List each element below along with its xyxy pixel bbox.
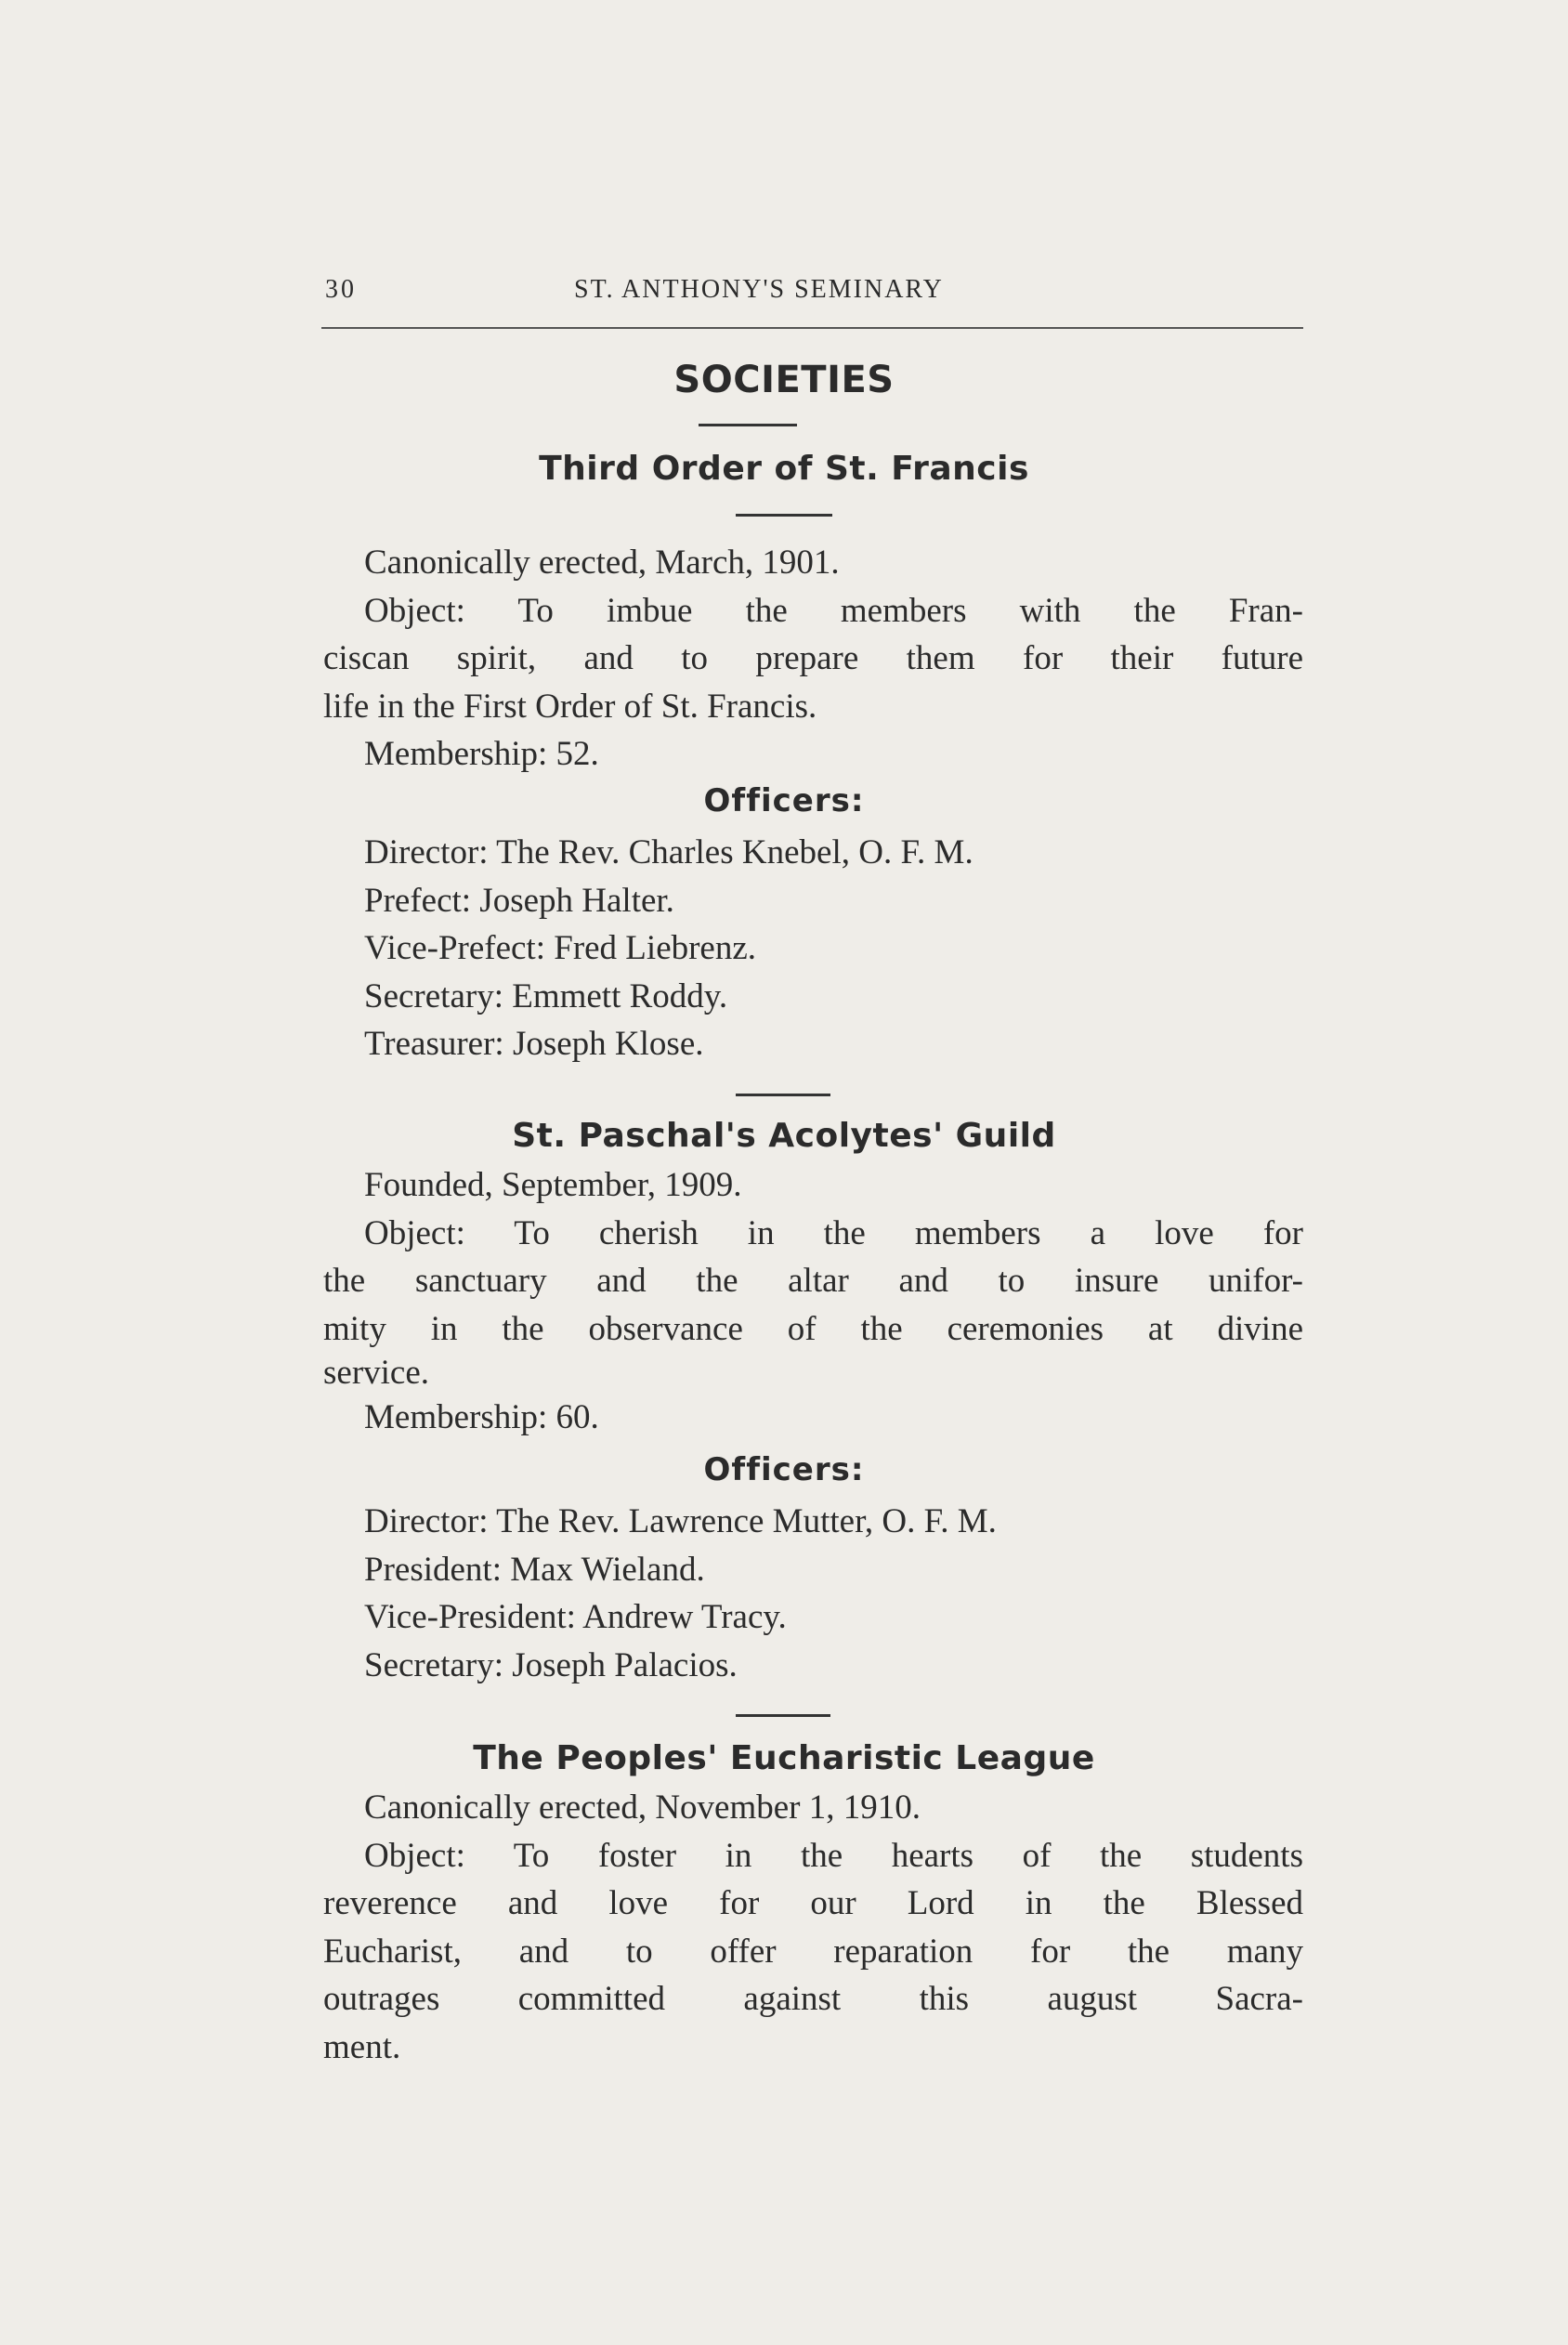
page-number: 30	[325, 275, 357, 304]
section-body-third-order	[323, 539, 1303, 779]
body-line: Founded, September, 1909.	[364, 1166, 742, 1204]
officer-line: Vice-Prefect: Fred Liebrenz.	[364, 929, 757, 967]
body-line: Object: To foster in the hearts of the students	[364, 1836, 1303, 1875]
officer-line: Secretary: Joseph Palacios.	[364, 1645, 738, 1684]
officer-line: President: Max Wieland.	[364, 1550, 705, 1589]
body-line: the sanctuary and the altar and to insure unifor-	[323, 1262, 1303, 1300]
officer-line: Director: The Rev. Charles Knebel, O. F. M.	[364, 833, 973, 871]
body-line: ciscan spirit, and to prepare them for their future	[323, 639, 1303, 677]
section-rule	[736, 1714, 830, 1717]
officer-line: Secretary: Emmett Roddy.	[364, 976, 728, 1015]
body-line: Membership: 60.	[364, 1398, 599, 1436]
section-title-third-order: Third Order of St. Francis	[539, 450, 1029, 488]
officer-line: Vice-President: Andrew Tracy.	[364, 1598, 787, 1636]
body-line: Membership: 52.	[364, 735, 599, 773]
section-rule	[736, 514, 832, 517]
body-line: Object: To cherish in the members a love for	[364, 1213, 1303, 1252]
officer-line: Prefect: Joseph Halter.	[364, 881, 674, 920]
section-rule	[736, 1094, 830, 1096]
officers-list-acolytes-guild	[323, 1498, 1303, 1689]
section-title-acolytes-guild: St. Paschal's Acolytes' Guild	[512, 1117, 1056, 1155]
running-title: ST. ANTHONY'S SEMINARY	[574, 275, 944, 304]
title-rule	[699, 424, 797, 426]
officer-line: Director: The Rev. Lawrence Mutter, O. F. M.	[364, 1502, 997, 1540]
running-head	[325, 275, 1300, 312]
officers-heading: Officers:	[703, 1451, 865, 1488]
body-line: Canonically erected, March, 1901.	[364, 544, 840, 582]
section-body-acolytes-guild	[323, 1161, 1303, 1442]
body-line: Eucharist, and to offer reparation for the many	[323, 1932, 1303, 1971]
body-line: ment.	[323, 2027, 401, 2066]
page-title: SOCIETIES	[673, 359, 895, 401]
body-line: service.	[323, 1354, 430, 1392]
body-line: life in the First Order of St. Francis.	[323, 687, 817, 726]
officers-list-third-order	[323, 829, 1303, 1068]
officers-heading: Officers:	[703, 782, 865, 819]
section-body-eucharistic-league	[323, 1784, 1303, 2071]
body-line: outrages committed against this august Sacra-	[323, 1980, 1303, 2018]
officer-line: Treasurer: Joseph Klose.	[364, 1025, 704, 1063]
section-title-eucharistic-league: The Peoples' Eucharistic League	[473, 1739, 1095, 1777]
body-line: Canonically erected, November 1, 1910.	[364, 1788, 921, 1827]
body-line: mity in the observance of the ceremonies at divine	[323, 1309, 1303, 1348]
body-line: Object: To imbue the members with the Fran-	[364, 591, 1303, 630]
body-line: reverence and love for our Lord in the Blessed	[323, 1884, 1303, 1922]
header-rule	[321, 327, 1303, 329]
